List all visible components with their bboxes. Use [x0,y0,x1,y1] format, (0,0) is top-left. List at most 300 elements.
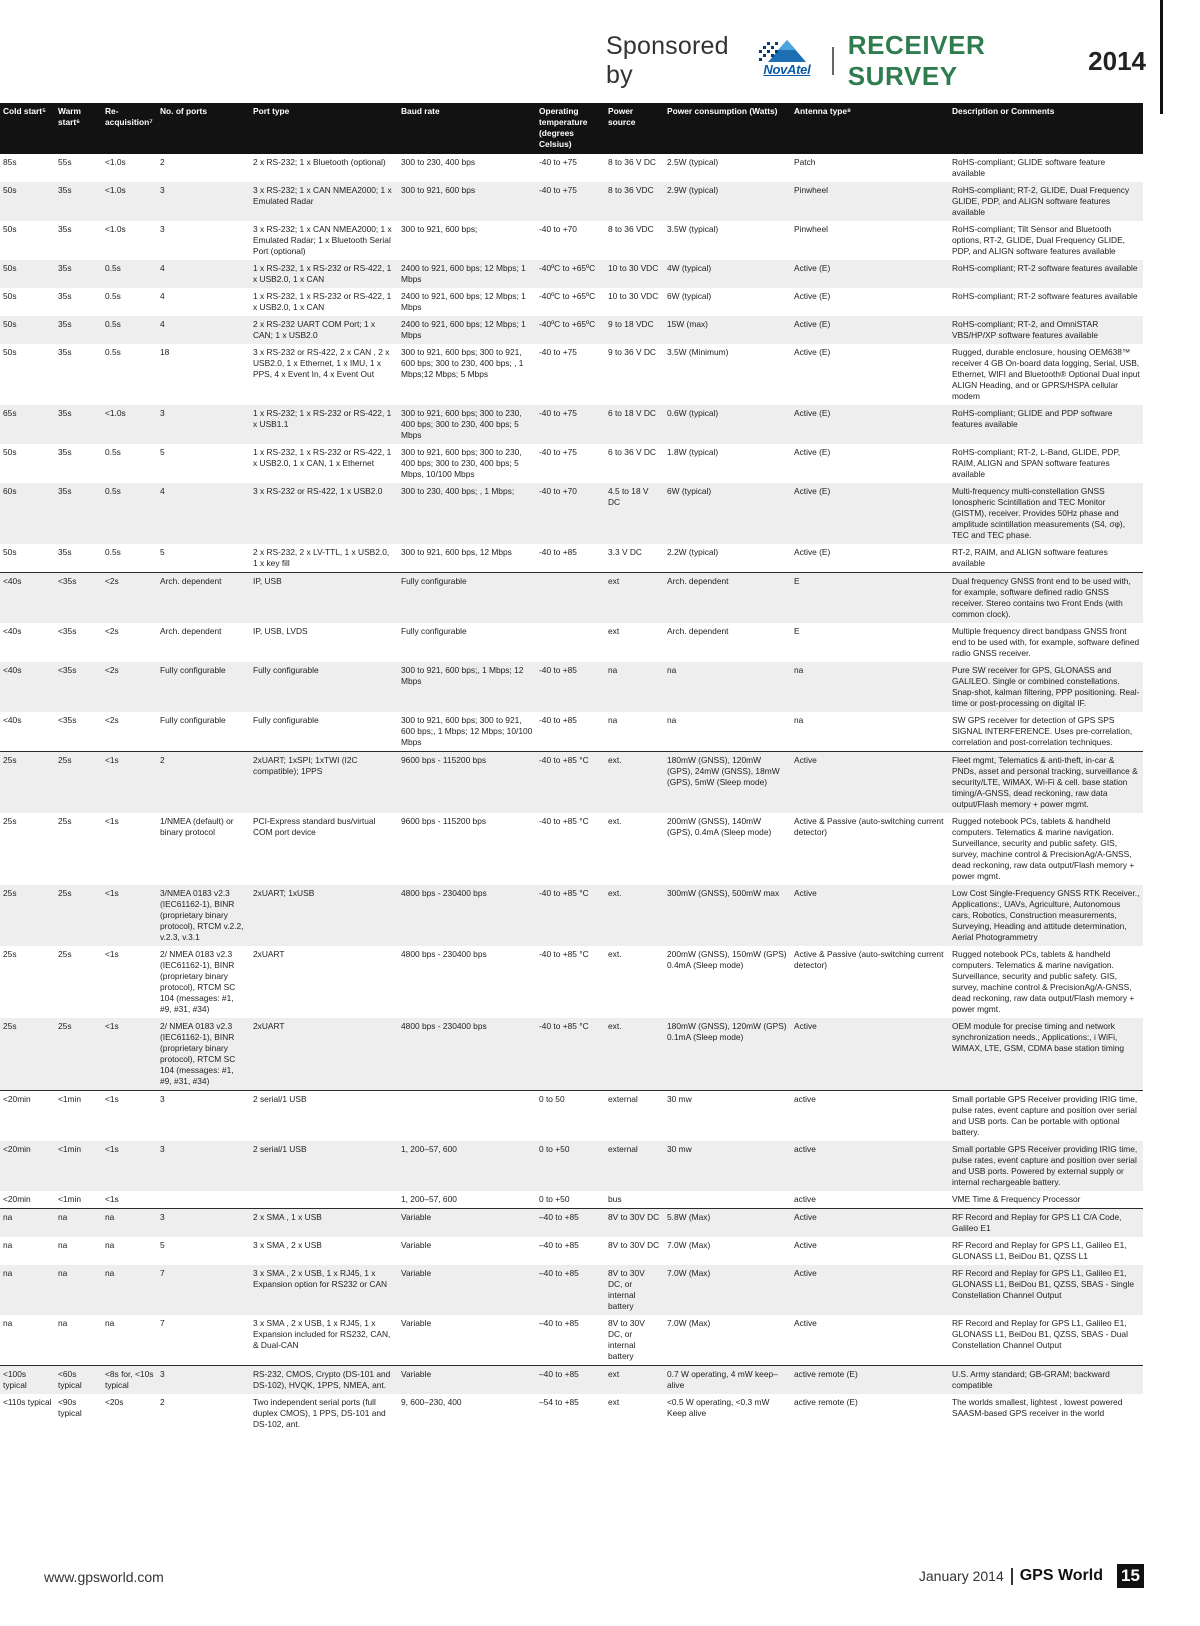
table-cell: Variable [398,1366,536,1395]
table-row [0,885,1143,946]
table-cell: Fully configurable [157,662,250,712]
table-cell: 25s [0,813,55,885]
table-cell: Patch [791,154,949,182]
table-cell: 35s [55,444,102,483]
table-cell: Arch. dependent [664,623,791,662]
table-cell: 4 [157,288,250,316]
table-row [0,260,1143,288]
column-header: Re-acquisition⁷ [102,103,157,154]
table-cell: na [0,1265,55,1315]
column-header: Cold start⁵ [0,103,55,154]
table-cell: 2 x RS-232 UART COM Port; 1 x CAN; 1 x USB2.0 [250,316,398,344]
table-cell: na [55,1315,102,1366]
table-cell: <1s [102,1091,157,1142]
table-cell: 3 x RS-232 or RS-422, 1 x USB2.0 [250,483,398,544]
table-cell: 30 mw [664,1091,791,1142]
table-cell: 180mW (GNSS), 120mW (GPS), 24mW (GNSS), 18mW (GPS), 5mW (Sleep mode) [664,752,791,814]
table-cell: 4800 bps - 230400 bps [398,946,536,1018]
table-cell: 25s [0,946,55,1018]
table-cell: 2 x RS-232, 2 x LV-TTL, 1 x USB2.0, 1 x key fill [250,544,398,573]
table-cell: Low Cost Single-Frequency GNSS RTK Receiver., Applications:, UAVs, Agriculture, Autonomous cars, Robotics, Construction measurements, Surveying, Heading and attitude determination, Aerial Photogrammetry [949,885,1143,946]
table-cell: 3 [157,1366,250,1395]
table-cell: -40ºC to +65ºC [536,288,605,316]
survey-year: 2014 [1088,45,1146,76]
table-cell: Fully configurable [157,712,250,752]
table-cell: 50s [0,288,55,316]
footer-date: January 2014 [918,1568,1004,1584]
table-cell: <2s [102,712,157,752]
table-cell: 4 [157,316,250,344]
table-cell: RT-2, RAIM, and ALIGN software features available [949,544,1143,573]
table-cell: Active [791,752,949,814]
table-cell: active [791,1141,949,1191]
table-cell: 65s [0,405,55,444]
table-cell: 3.3 V DC [605,544,664,573]
table-row [0,1018,1143,1091]
table-header [0,103,1143,154]
table-cell: 2xUART; 1xUSB [250,885,398,946]
table-row [0,1191,1143,1209]
table-cell: active remote (E) [791,1366,949,1395]
table-cell: 35s [55,344,102,405]
table-cell: <35s [55,712,102,752]
table-cell: Active (E) [791,316,949,344]
table-cell: <40s [0,712,55,752]
table-cell: 25s [55,1018,102,1091]
table-cell: 0.6W (typical) [664,405,791,444]
table-cell: 3 x SMA , 2 x USB [250,1237,398,1265]
table-cell: <35s [55,573,102,624]
table-cell: Rugged notebook PCs, tablets & handheld computers. Telematics & marine navigation. Surveillance, security and public safety. GIS, survey, machine control & PrecisionAg/A-GNSS, dead reckoning, raw data output/Flash memory + power mgmt. [949,813,1143,885]
table-cell: 7.0W (Max) [664,1315,791,1366]
table-cell: Variable [398,1315,536,1366]
table-cell: 6W (typical) [664,288,791,316]
table-cell: ext [605,623,664,662]
table-cell: Active & Passive (auto-switching current detector) [791,946,949,1018]
table-cell: 1 x RS-232; 1 x RS-232 or RS-422, 1 x USB1.1 [250,405,398,444]
table-cell: 1, 200–57, 600 [398,1141,536,1191]
table-cell: Arch. dependent [157,573,250,624]
table-cell: 200mW (GNSS), 150mW (GPS) 0.4mA (Sleep mode) [664,946,791,1018]
table-cell: –40 to +85 [536,1315,605,1366]
table-cell: 300 to 921, 600 bps;, 1 Mbps; 12 Mbps [398,662,536,712]
table-cell: <1.0s [102,182,157,221]
table-cell: <40s [0,662,55,712]
table-cell: RoHS-compliant; RT-2 software features available [949,260,1143,288]
footer-brand: GPS World [1019,1567,1103,1584]
table-cell: 8V to 30V DC [605,1237,664,1265]
table-cell: Arch. dependent [664,573,791,624]
column-header: Operating temperature (degrees Celsius) [536,103,605,154]
table-cell: na [791,662,949,712]
table-cell: -40 to +70 [536,483,605,544]
table-cell: 2 [157,752,250,814]
table-row [0,623,1143,662]
table-cell: <60s typical [55,1366,102,1395]
table-row [0,1366,1143,1395]
table-cell: 35s [55,288,102,316]
table-cell: 55s [55,154,102,182]
table-cell: –40 to +85 [536,1237,605,1265]
table-cell: 6 to 36 V DC [605,444,664,483]
table-cell: 50s [0,544,55,573]
table-cell: -40 to +75 [536,154,605,182]
table-cell: external [605,1091,664,1142]
table-cell: 3 [157,221,250,260]
table-cell: 2/ NMEA 0183 v2.3 (IEC61162-1), BINR (proprietary binary protocol), RTCM SC 104 (messages: #1, #9, #31, #34) [157,946,250,1018]
table-cell: Variable [398,1237,536,1265]
table-cell: 2.5W (typical) [664,154,791,182]
table-cell: 10 to 30 VDC [605,288,664,316]
table-cell: RoHS-compliant; Tilt Sensor and Bluetooth options, RT-2, GLIDE, Dual Frequency GLIDE, PDP, and ALIGN software features available [949,221,1143,260]
table-cell: na [102,1265,157,1315]
footer-divider [1011,1568,1013,1585]
table-cell: 25s [55,946,102,1018]
table-row [0,154,1143,182]
table-cell: 25s [55,752,102,814]
table-cell: 18 [157,344,250,405]
table-cell: Pure SW receiver for GPS, GLONASS and GALILEO. Single or combined constellations. Snap-shot, kalman filtering, PPP positioning. Real-time or post-processing on digital IF. [949,662,1143,712]
table-cell: Multi-frequency multi-constellation GNSS Ionospheric Scintillation and TEC Monitor (GISTM), receiver. Provides 50Hz phase and amplitude scintillation measurements (S4, σφ), TEC and TEC phase. [949,483,1143,544]
table-cell: Active [791,1315,949,1366]
table-cell: 2.2W (typical) [664,544,791,573]
table-cell: Active (E) [791,483,949,544]
table-cell: 0 to +50 [536,1191,605,1209]
table-cell: 4.5 to 18 V DC [605,483,664,544]
table-cell: na [102,1315,157,1366]
table-row [0,1265,1143,1315]
table-cell: -40 to +75 [536,182,605,221]
table-cell: RoHS-compliant; GLIDE software feature available [949,154,1143,182]
table-row [0,752,1143,814]
table-cell: 85s [0,154,55,182]
table-cell: bus [605,1191,664,1209]
table-cell: 2 [157,154,250,182]
table-cell: na [605,662,664,712]
column-header: No. of ports [157,103,250,154]
table-cell: active [791,1191,949,1209]
table-cell: 300 to 921, 600 bps; 300 to 921, 600 bps; 300 to 230, 400 bps; , 1 Mbps;12 Mbps; 5 Mbps [398,344,536,405]
table-cell: 5 [157,1237,250,1265]
table-cell: 50s [0,182,55,221]
column-header: Warm start⁶ [55,103,102,154]
table-cell: 300mW (GNSS), 500mW max [664,885,791,946]
table-cell: ext. [605,885,664,946]
table-cell: Active (E) [791,444,949,483]
table-cell: 200mW (GNSS), 140mW (GPS), 0.4mA (Sleep mode) [664,813,791,885]
table-cell: 25s [55,813,102,885]
table-cell: na [0,1315,55,1366]
table-cell: 7 [157,1315,250,1366]
table-cell [157,1191,250,1209]
table-cell: 8 to 36 V DC [605,154,664,182]
table-cell: 5.8W (Max) [664,1209,791,1238]
table-cell: 6 to 18 V DC [605,405,664,444]
table-cell: Active (E) [791,405,949,444]
table-cell: 4800 bps - 230400 bps [398,885,536,946]
table-cell: -40 to +70 [536,221,605,260]
table-cell: ext. [605,813,664,885]
footer-website: www.gpsworld.com [44,1569,164,1585]
table-cell: 0.5s [102,544,157,573]
table-cell: 3 [157,1209,250,1238]
novatel-logo [756,38,818,77]
table-cell: 50s [0,344,55,405]
table-cell: 50s [0,444,55,483]
table-row [0,444,1143,483]
table-cell: 4 [157,260,250,288]
table-cell [536,573,605,624]
table-row [0,316,1143,344]
table-cell: 1/NMEA (default) or binary protocol [157,813,250,885]
table-cell: ext [605,1366,664,1395]
table-row [0,712,1143,752]
table-cell: <100s typical [0,1366,55,1395]
table-cell: <110s typical [0,1394,55,1433]
table-cell: <1min [55,1141,102,1191]
table-cell: 0.5s [102,260,157,288]
table-cell: <20s [102,1394,157,1433]
table-cell: Active [791,1209,949,1238]
table-cell: Dual frequency GNSS front end to be used with, for example, software defined radio GNSS receiver. Stereo contains two Front Ends (with common clock). [949,573,1143,624]
table-cell: 0.5s [102,344,157,405]
table-cell: 8V to 30V DC, or internal battery [605,1315,664,1366]
table-cell: <35s [55,662,102,712]
table-cell: 3 x RS-232; 1 x CAN NMEA2000; 1 x Emulated Radar [250,182,398,221]
table-cell: <2s [102,623,157,662]
table-cell: -40 to +85 [536,662,605,712]
table-cell: E [791,573,949,624]
table-cell: ext [605,573,664,624]
table-cell: Multiple frequency direct bandpass GNSS front end to be used with, for example, software defined radio GNSS receiver. [949,623,1143,662]
table-cell: -40 to +75 [536,444,605,483]
table-cell: <90s typical [55,1394,102,1433]
table-cell: Small portable GPS Receiver providing IRIG time, pulse rates, event capture and position over serial and USB ports. Can be portable with optional battery. [949,1091,1143,1142]
table-cell: 1, 200–57, 600 [398,1191,536,1209]
table-cell: 2 x SMA , 1 x USB [250,1209,398,1238]
table-cell: 3 [157,1141,250,1191]
table-cell: 35s [55,316,102,344]
table-row [0,573,1143,624]
table-cell: 1 x RS-232, 1 x RS-232 or RS-422, 1 x USB2.0, 1 x CAN [250,260,398,288]
page-number: 15 [1117,1564,1144,1588]
table-cell: 3/NMEA 0183 v2.3 (IEC61162-1), BINR (proprietary binary protocol), RTCM v.2.2, v.2.3, v.3.1 [157,885,250,946]
table-cell: 25s [0,752,55,814]
table-cell: external [605,1141,664,1191]
table-cell: -40 to +85 °C [536,885,605,946]
table-cell: <1s [102,1141,157,1191]
table-cell: 2.9W (typical) [664,182,791,221]
table-cell: 7.0W (Max) [664,1265,791,1315]
table-cell: 8V to 30V DC [605,1209,664,1238]
table-cell: na [55,1265,102,1315]
table-cell: -40 to +85 °C [536,1018,605,1091]
column-header: Power source [605,103,664,154]
table-cell: <1.0s [102,154,157,182]
table-cell: 5 [157,444,250,483]
table-cell: 300 to 921, 600 bps; 300 to 921, 600 bps;, 1 Mbps; 12 Mbps; 10/100 Mbps [398,712,536,752]
table-cell: OEM module for precise timing and network synchronization needs., Applications:, i WiFi, WiMAX, LTE, GSM, CDMA base station timing [949,1018,1143,1091]
table-cell: 50s [0,221,55,260]
table-cell: -40 to +85 [536,544,605,573]
table-cell: -40 to +85 °C [536,813,605,885]
table-cell: 35s [55,405,102,444]
table-cell: -40 to +85 °C [536,752,605,814]
table-cell: RF Record and Replay for GPS L1, Galileo E1, GLONASS L1, BeiDou B1, QZSS L1 [949,1237,1143,1265]
table-cell: 10 to 30 VDC [605,260,664,288]
table-cell: 3 x SMA , 2 x USB, 1 x RJ45, 1 x Expansion option for RS232 or CAN [250,1265,398,1315]
column-header: Power consumption (Watts) [664,103,791,154]
table-cell: 0.5s [102,288,157,316]
table-cell: –40 to +85 [536,1209,605,1238]
table-cell: Active (E) [791,288,949,316]
sponsor-logo-icon [756,38,818,64]
table-cell: RoHS-compliant; RT-2 software features available [949,288,1143,316]
column-header: Baud rate [398,103,536,154]
table-cell: Variable [398,1265,536,1315]
table-cell: RS-232, CMOS, Crypto (DS-101 and DS-102), HVQK, 1PPS, NMEA, ant. [250,1366,398,1395]
table-cell: -40 to +85 °C [536,946,605,1018]
table-cell: 3.5W (typical) [664,221,791,260]
table-cell: 5 [157,544,250,573]
table-cell: 35s [55,544,102,573]
table-cell: 4W (typical) [664,260,791,288]
table-cell: 35s [55,182,102,221]
table-cell: RoHS-compliant; RT-2, L-Band, GLIDE, PDP, RAIM, ALIGN and SPAN software features available [949,444,1143,483]
table-cell: 25s [0,885,55,946]
table-cell: na [664,662,791,712]
table-cell: Active [791,1265,949,1315]
column-header: Antenna type⁸ [791,103,949,154]
table-cell: -40 to +85 [536,712,605,752]
table-cell: 9600 bps - 115200 bps [398,752,536,814]
table-cell: RoHS-compliant; GLIDE and PDP software features available [949,405,1143,444]
table-cell: Active (E) [791,344,949,405]
table-cell: RoHS-compliant; RT-2, and OmniSTAR VBS/HP/XP software features available [949,316,1143,344]
table-cell: <2s [102,662,157,712]
table-row [0,946,1143,1018]
table-cell: 60s [0,483,55,544]
table-cell: <1s [102,1018,157,1091]
table-cell: <1.0s [102,405,157,444]
sponsored-by-text: Sponsored by [606,32,729,89]
table-cell: <40s [0,573,55,624]
table-cell: U.S. Army standard; GB-GRAM; backward compatible [949,1366,1143,1395]
table-cell: IP, USB [250,573,398,624]
table-row [0,405,1143,444]
table-cell: na [55,1209,102,1238]
table-cell: Active [791,1018,949,1091]
table-cell: 9 to 36 V DC [605,344,664,405]
table-cell: 3 x SMA , 2 x USB, 1 x RJ45, 1 x Expansion included for RS232, CAN, & Dual-CAN [250,1315,398,1366]
table-row [0,1394,1143,1433]
table-cell: 50s [0,260,55,288]
table-cell: Fleet mgmt, Telematics & anti-theft, in-car & PNDs, asset and personal tracking, surveillance & security/LTE, WiMAX, Wi-Fi & cell. base station timing/A-GNSS, dead reckoning, raw data output/Flash memory + power mgmt. [949,752,1143,814]
table-cell: IP, USB, LVDS [250,623,398,662]
table-cell: Rugged notebook PCs, tablets & handheld computers. Telematics & marine navigation. Surveillance, security and public safety. GIS, survey, machine control & PrecisionAg/A-GNSS, dead reckoning, raw data output/Flash memory + power mgmt. [949,946,1143,1018]
table-cell: ext [605,1394,664,1433]
table-cell: 2xUART; 1xSPI; 1xTWI (I2C compatible); 1PPS [250,752,398,814]
table-cell: 8V to 30V DC, or internal battery [605,1265,664,1315]
table-cell: 300 to 921, 600 bps; [398,221,536,260]
table-cell: Fully configurable [398,623,536,662]
table-cell: 300 to 921, 600 bps; 300 to 230, 400 bps; 300 to 230, 400 bps; 5 Mbps [398,405,536,444]
table-cell: Pinwheel [791,182,949,221]
table-cell [398,1091,536,1142]
table-cell: 0.5s [102,316,157,344]
table-cell: Arch. dependent [157,623,250,662]
table-body [0,154,1143,1433]
table-cell: Active [791,885,949,946]
table-cell: 8 to 36 VDC [605,182,664,221]
table-cell: Small portable GPS Receiver providing IRIG time, pulse rates, event capture and position over serial and USB ports. Powered by external supply or internal rechargeable battery. [949,1141,1143,1191]
table-cell [536,623,605,662]
table-cell: na [55,1237,102,1265]
table-cell: 3.5W (Minimum) [664,344,791,405]
table-cell: 2xUART [250,1018,398,1091]
table-cell: 3 [157,1091,250,1142]
table-cell: -40ºC to +65ºC [536,316,605,344]
table-cell: 7 [157,1265,250,1315]
table-cell: <1s [102,813,157,885]
table-cell: 2400 to 921, 600 bps; 12 Mbps; 1 Mbps [398,288,536,316]
table-cell: 35s [55,260,102,288]
table-cell: <2s [102,573,157,624]
table-cell: na [0,1209,55,1238]
table-cell: 1 x RS-232, 1 x RS-232 or RS-422, 1 x USB2.0, 1 x CAN [250,288,398,316]
table-cell: RF Record and Replay for GPS L1, Galileo E1, GLONASS L1, BeiDou B1, QZSS, SBAS - Dual Constellation Channel Output [949,1315,1143,1366]
table-row [0,221,1143,260]
header-divider [832,47,834,75]
table-row [0,1237,1143,1265]
table-cell: 2/ NMEA 0183 v2.3 (IEC61162-1), BINR (proprietary binary protocol), RTCM SC 104 (messages: #1, #9, #31, #34) [157,1018,250,1091]
table-cell: 7.0W (Max) [664,1237,791,1265]
table-cell: 300 to 921, 600 bps [398,182,536,221]
table-cell: Active (E) [791,260,949,288]
table-cell: RoHS-compliant; RT-2, GLIDE, Dual Frequency GLIDE, PDP, and ALIGN software features available [949,182,1143,221]
table-cell: 9600 bps - 115200 bps [398,813,536,885]
table-cell: <1min [55,1091,102,1142]
table-cell: Rugged, durable enclosure, housing OEM638™ receiver 4 GB On-board data logging, Serial, USB, Ethernet, WIFI and Bluetooth® Optional Dual input ALIGN Heading, and or GPRS/HSPA cellular modem [949,344,1143,405]
table-row [0,344,1143,405]
table-cell: <1s [102,752,157,814]
table-cell: <1s [102,946,157,1018]
table-cell: –54 to +85 [536,1394,605,1433]
table-cell: na [605,712,664,752]
table-cell: The worlds smallest, lightest , lowest powered SAASM-based GPS receiver in the world [949,1394,1143,1433]
table-cell: 2xUART [250,946,398,1018]
table-cell: Pinwheel [791,221,949,260]
table-row [0,544,1143,573]
table-cell: <8s for, <10s typical [102,1366,157,1395]
table-cell: Fully configurable [250,712,398,752]
table-cell: na [102,1237,157,1265]
table-cell: PCI-Express standard bus/virtual COM port device [250,813,398,885]
table-cell: <1min [55,1191,102,1209]
table-cell: 2 serial/1 USB [250,1091,398,1142]
table-cell: Active & Passive (auto-switching current detector) [791,813,949,885]
table-cell: 0.7 W operating, 4 mW keep–alive [664,1366,791,1395]
table-cell: Fully configurable [250,662,398,712]
table-cell: 300 to 921, 600 bps, 12 Mbps [398,544,536,573]
table-cell [664,1191,791,1209]
table-cell: 300 to 230, 400 bps [398,154,536,182]
column-header: Port type [250,103,398,154]
table-cell: <1.0s [102,221,157,260]
table-cell: RF Record and Replay for GPS L1 C/A Code, Galileo E1 [949,1209,1143,1238]
table-row [0,813,1143,885]
table-cell [250,1191,398,1209]
